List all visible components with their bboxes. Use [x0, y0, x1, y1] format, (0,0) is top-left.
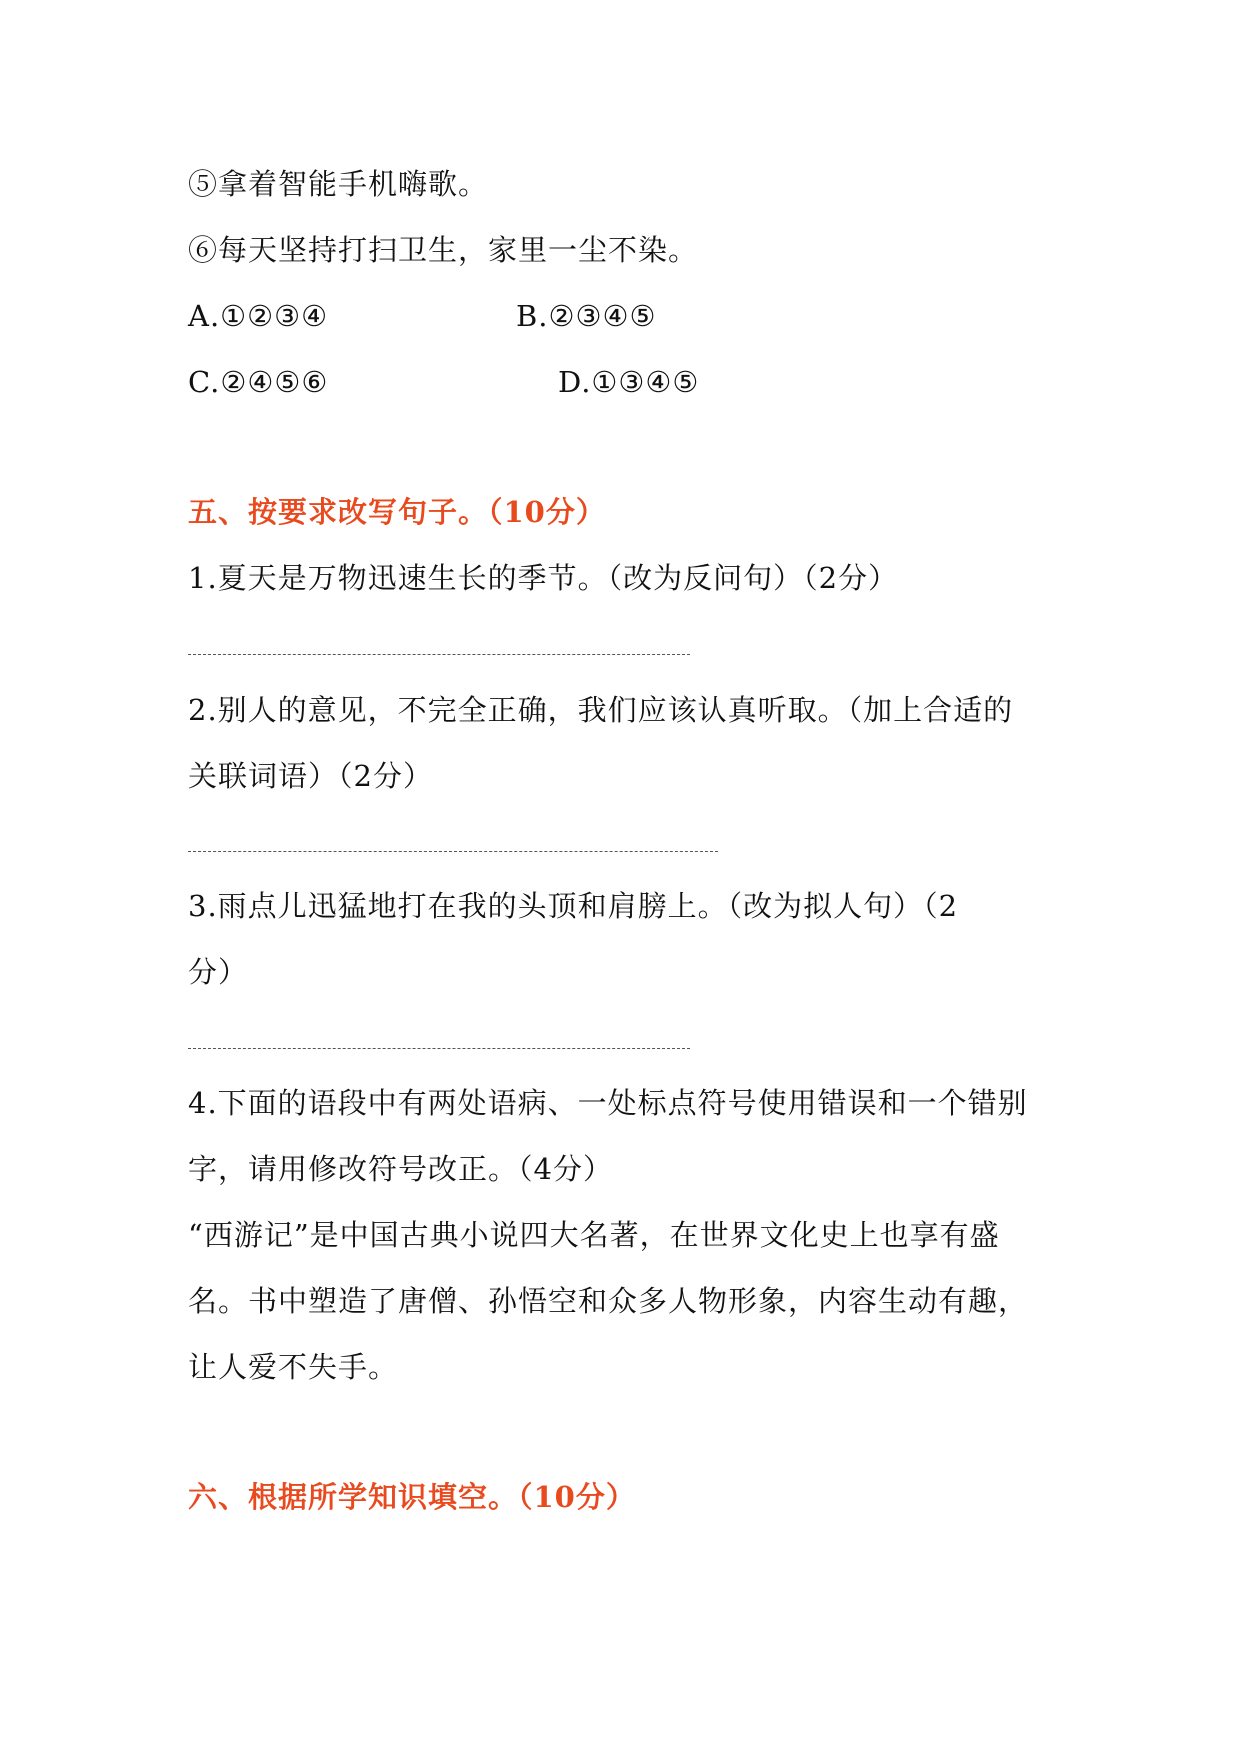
question-4-line-2: 字，请用修改符号改正。（4分） — [188, 1152, 613, 1186]
question-4-line-1: 4.下面的语段中有两处语病、一处标点符号使用错误和一个错别 — [188, 1086, 1028, 1120]
option-b: B.②③④⑤ — [516, 299, 657, 333]
item-6: ⑥每天坚持打扫卫生，家里一尘不染。 — [188, 233, 699, 267]
question-2-line-1: 2.别人的意见，不完全正确，我们应该认真听取。（加上合适的 — [188, 693, 1014, 727]
passage-line-3: 让人爱不失手。 — [188, 1350, 399, 1384]
section-6-heading: 六、根据所学知识填空。（10分） — [188, 1480, 636, 1514]
item-5: ⑤拿着智能手机嗨歌。 — [188, 167, 489, 201]
question-2-line-2: 关联词语）（2分） — [188, 759, 433, 793]
question-1: 1.夏天是万物迅速生长的季节。（改为反问句）（2分） — [188, 561, 899, 595]
section-5-heading: 五、按要求改写句子。（10分） — [188, 495, 606, 529]
question-3-line-1: 3.雨点儿迅猛地打在我的头顶和肩膀上。（改为拟人句）（2 — [188, 889, 959, 923]
answer-line-3 — [188, 1048, 690, 1049]
answer-line-1 — [188, 654, 690, 655]
answer-line-2 — [188, 851, 718, 852]
option-a: A.①②③④ — [188, 299, 329, 333]
option-c: C.②④⑤⑥ — [188, 365, 329, 399]
passage-line-1: “西游记”是中国古典小说四大名著，在世界文化史上也享有盛 — [188, 1218, 1000, 1252]
question-3-line-2: 分） — [188, 955, 249, 989]
passage-line-2: 名。书中塑造了唐僧、孙悟空和众多人物形象，内容生动有趣， — [188, 1284, 1029, 1318]
option-d: D.①③④⑤ — [558, 365, 700, 399]
